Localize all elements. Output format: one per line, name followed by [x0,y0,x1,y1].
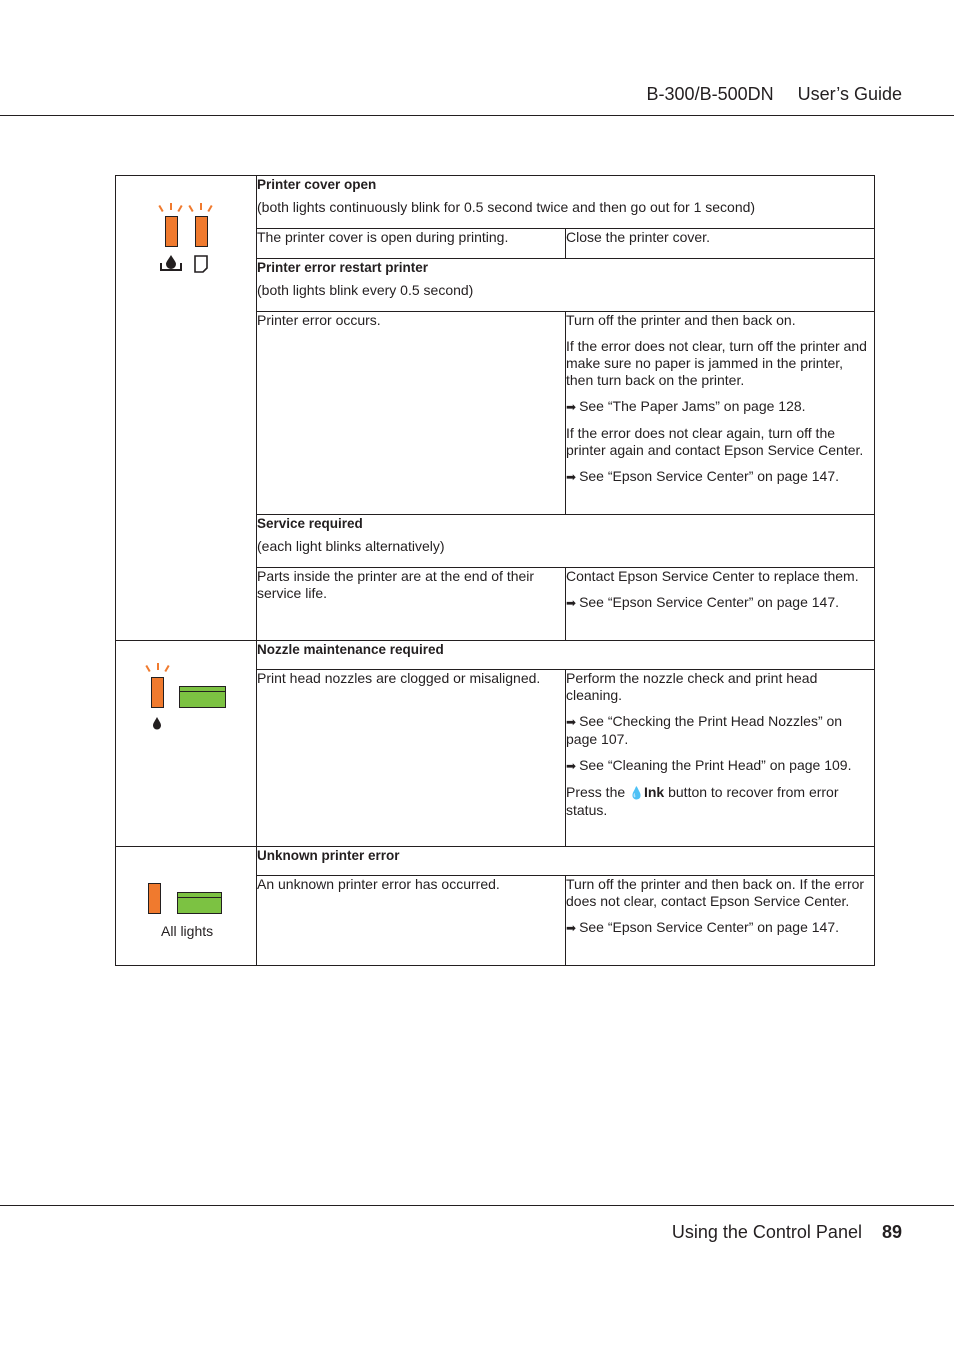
arrow-right-icon: ➡ [566,470,577,484]
header-rule [0,115,954,116]
cause-text: Print head nozzles are clogged or misaligned. [257,670,541,686]
reference-link[interactable]: ➡ See “Epson Service Center” on page 147. [566,919,839,935]
reference-link[interactable]: ➡ See “Epson Service Center” on page 147. [566,468,839,484]
footer-rule [0,1205,954,1206]
orange-light [165,216,178,247]
cause-cell [257,876,566,966]
paper-icon [194,255,208,273]
arrow-right-icon: ➡ [566,921,577,935]
error-table [115,175,875,966]
status-light-icon [116,641,257,741]
icon-cell-both-orange [116,176,257,641]
cause-cell [257,568,566,641]
ink-drop-icon [160,253,182,273]
page-header [647,84,902,105]
cause-text: Printer error occurs. [257,312,381,328]
ink-drop-icon [152,717,162,730]
footer-section: Using the Control Panel [671,1222,862,1242]
cause-cell [257,670,566,847]
reference-link[interactable]: ➡ See “The Paper Jams” on page 128. [566,398,806,414]
orange-light [151,677,164,708]
icon-label: All lights [161,923,214,939]
section-title: Nozzle maintenance required [257,642,444,657]
cause-cell [257,229,566,259]
arrow-right-icon: ➡ [566,596,577,610]
section-header [257,259,875,312]
page-footer [672,1222,902,1243]
section-header [257,515,875,568]
section-subtitle: (each light blinks alternatively) [257,538,445,554]
section-header [257,847,875,876]
header-guide-title: User’s Guide [797,84,902,104]
reference-link[interactable]: ➡ See “Checking the Print Head Nozzles” on page 107. [566,713,843,747]
status-light-icon [116,847,257,947]
section-title: Service required [257,516,363,531]
cause-text: The printer cover is open during printing. [257,229,509,245]
solution-cell [566,229,875,259]
green-light [177,892,222,914]
section-header [257,641,875,670]
orange-light [195,216,208,247]
cause-cell [257,312,566,515]
icon-cell-orange-blink-green-on [116,641,257,847]
solution-text: Turn off the printer and then back on. [566,312,796,328]
orange-light [148,883,161,914]
section-title: Unknown printer error [257,848,400,863]
solution-text: Press the 💧Ink button to recover from error status. [566,784,839,818]
reference-link[interactable]: ➡ See “Epson Service Center” on page 147. [566,594,839,610]
solution-cell [566,312,875,515]
ink-drop-outline-icon: 💧 [629,786,644,800]
solution-cell [566,568,875,641]
solution-cell [566,670,875,847]
page-number: 89 [881,1222,902,1242]
arrow-right-icon: ➡ [566,759,577,773]
reference-link[interactable]: ➡ See “Cleaning the Print Head” on page 109. [566,757,852,773]
section-title: Printer error restart printer [257,260,429,275]
solution-cell [566,876,875,966]
solution-text: Perform the nozzle check and print head cleaning. [566,670,818,703]
section-subtitle: (both lights continuously blink for 0.5 second twice and then go out for 1 second) [257,199,756,215]
arrow-right-icon: ➡ [566,715,577,729]
solution-text: If the error does not clear, turn off the printer and make sure no paper is jammed in the printer, then turn back on the printer. [566,338,867,388]
solution-text: Close the printer cover. [566,229,710,245]
icon-cell-all-lights [116,847,257,966]
green-light [179,686,226,708]
status-light-icon [116,176,257,266]
solution-text: If the error does not clear again, turn off the printer again and contact Epson Service Center. [566,425,864,458]
header-model: B-300/B-500DN [646,84,774,104]
solution-text: Contact Epson Service Center to replace them. [566,568,859,584]
cause-text: Parts inside the printer are at the end of their service life. [257,568,535,601]
section-header [257,176,875,229]
arrow-right-icon: ➡ [566,400,577,414]
section-title: Printer cover open [257,177,377,192]
solution-text: Turn off the printer and then back on. If the error does not clear, contact Epson Service Center. [566,876,865,909]
cause-text: An unknown printer error has occurred. [257,876,500,892]
section-subtitle: (both lights blink every 0.5 second) [257,282,474,298]
